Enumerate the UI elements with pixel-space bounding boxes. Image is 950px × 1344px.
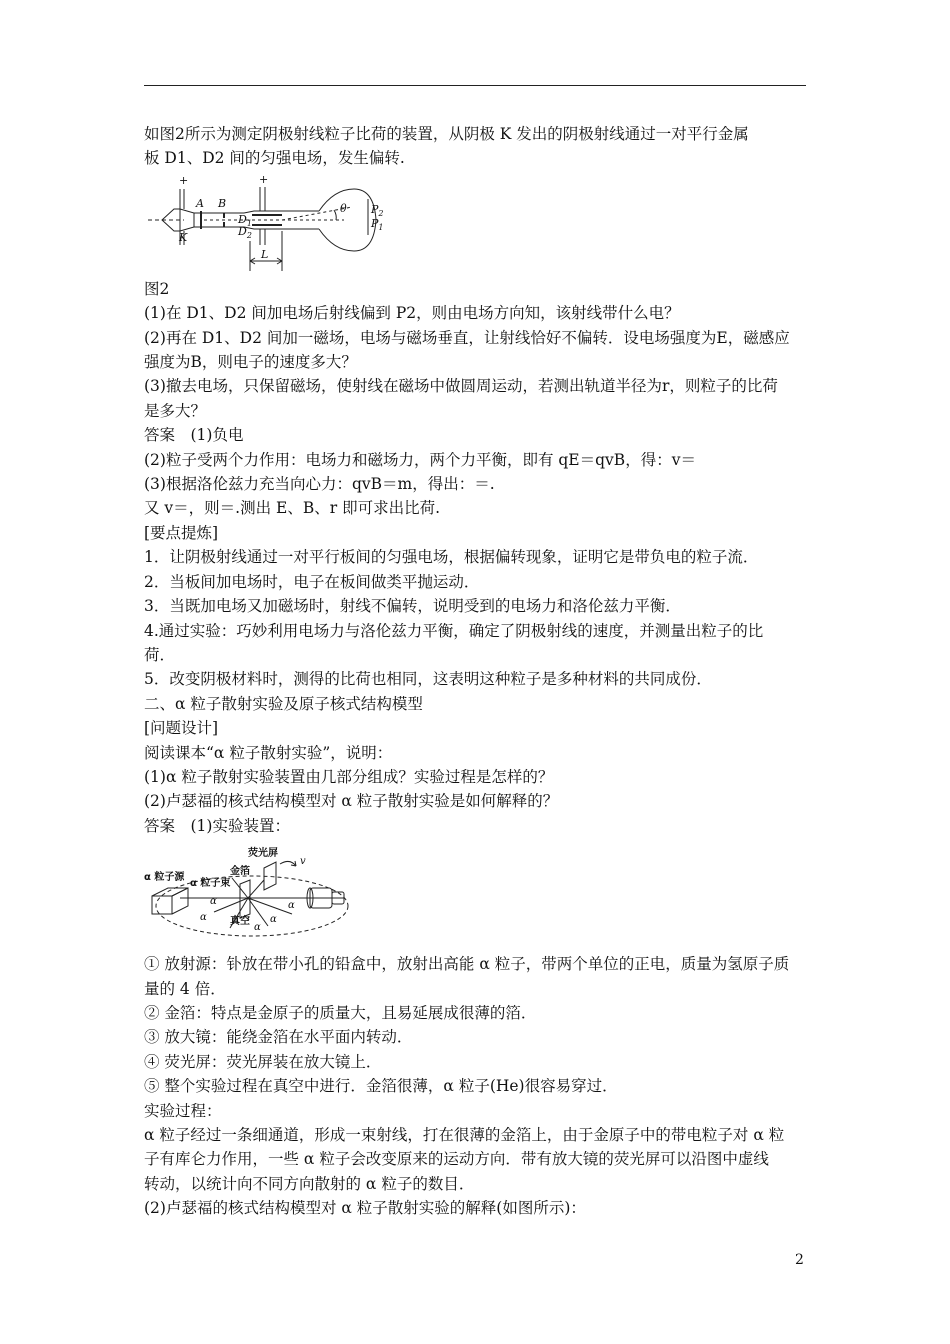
page-content [144,122,806,1221]
text-line: 转动，以统计向不同方向散射的 α 粒子的数目． [144,1174,475,1193]
label-a: A [196,196,204,210]
label-alpha: α [210,896,217,908]
label-l: L [261,247,269,261]
label-k: K [179,230,188,244]
plus-left-label: + [179,174,189,187]
text-line: ② 金箔：特点是金原子的质量大，且易延展成很薄的箔． [144,1003,537,1022]
text-line: 是多大？ [144,401,207,420]
text-line: 量的 4 倍． [144,979,226,998]
section-heading: [要点提炼] [144,523,219,542]
text-line: 1．让阴极射线通过一对平行板间的匀强电场，根据偏转现象，证明它是带负电的粒子流． [144,548,759,567]
text-line: 板 D1、D2 间的匀强电场，发生偏转. [144,149,405,168]
text-line: (2)卢瑟福的核式结构模型对 α 粒子散射实验是如何解释的？ [144,792,559,811]
label-d1: $D_1$ [238,212,252,228]
text-line: α 粒子经过一条细通道，形成一束射线，打在很薄的金箔上，由于金原子中的带电粒子对 α 粒 [144,1126,785,1144]
text-line: (2)粒子受两个力作用：电场力和磁场力，两个力平衡，即有 qE＝qvB，得：v＝ [144,450,696,469]
answer-line: 答案 (1)负电 [144,426,244,445]
label-vacuum: 真空 [230,916,250,928]
label-alpha: α [254,922,261,934]
text-line: ⑤ 整个实验过程在真空中进行．金箔很薄，α 粒子(He)很容易穿过． [144,1077,618,1096]
text-line: 荷． [144,645,176,664]
text-line: (1)在 D1、D2 间加电场后射线偏到 P2，则由电场方向知，该射线带什么电？ [144,304,680,323]
text-line: 实验过程： [144,1101,222,1120]
label-d2: $D_2$ [238,224,252,240]
label-screen: 荧光屏 [248,848,278,860]
label-alpha: α [200,912,207,924]
label-theta: θ [340,201,347,215]
answer-line: 答案 (1)实验装置： [144,816,290,835]
figure-caption: 图2 [144,279,170,298]
label-p1: $P_1$ [371,216,384,232]
plus-right-label: + [259,174,269,186]
text-line: (1)α 粒子散射实验装置由几部分组成？实验过程是怎样的？ [144,767,554,786]
text-line: 如图2所示为测定阴极射线粒子比荷的装置，从阴极 K 发出的阴极射线通过一对平行金属 [144,125,749,143]
text-line: (3)撤去电场，只保留磁场，使射线在磁场中做圆周运动，若测出轨道半径为r，则粒子的比荷 [144,377,778,396]
page-number: 2 [795,1252,804,1268]
section-heading: 二、α 粒子散射实验及原子核式结构模型 [144,694,423,713]
text-line: ③ 放大镜：能绕金箔在水平面内转动． [144,1028,413,1047]
text-line: 又 v＝，则＝.测出 E、B、r 即可求出比荷. [144,499,441,518]
alpha-scattering-figure [144,844,354,946]
section-heading: [问题设计] [144,719,219,738]
label-source: α 粒子源 [144,872,185,884]
label-alpha: α [288,900,295,912]
text-line: 5．改变阴极材料时，测得的比荷也相同，这表明这种粒子是多种材料的共同成份． [144,670,712,689]
label-beam: α 粒子束 [190,878,231,890]
text-line: 3．当既加电场又加磁场时，射线不偏转，说明受到的电场力和洛伦兹力平衡． [144,597,681,616]
text-line: ① 放射源：钋放在带小孔的铅盒中，放射出高能 α 粒子，带两个单位的正电，质量为氢原子质 [144,955,790,974]
label-p2: $P_2$ [371,202,384,218]
text-line: (2)再在 D1、D2 间加一磁场，电场与磁场垂直，让射线恰好不偏转．设电场强度为E，磁感应 [144,328,790,347]
label-velocity: v [300,856,306,868]
text-line: (2)卢瑟福的核式结构模型对 α 粒子散射实验的解释(如图所示)： [144,1199,586,1218]
text-line: 子有库仑力作用，一些 α 粒子会改变原来的运动方向．带有放大镜的荧光屏可以沿图中虚线 [144,1150,769,1169]
label-alpha: α [270,914,277,926]
label-foil: 金箔 [230,866,250,878]
cathode-ray-tube-figure [144,175,384,273]
label-b: B [218,196,227,210]
text-line: 2．当板间加电场时，电子在板间做类平抛运动． [144,572,480,591]
text-line: 强度为B，则电子的速度多大？ [144,353,357,372]
header-rule [144,85,806,86]
text-line: 4.通过实验：巧妙利用电场力与洛伦兹力平衡，确定了阴极射线的速度，并测量出粒子的比 [144,621,764,640]
text-line: (3)根据洛伦兹力充当向心力：qvB＝m，得出：＝. [144,475,495,494]
text-line: 阅读课本“α 粒子散射实验”，说明： [144,743,393,762]
text-line: ④ 荧光屏：荧光屏装在放大镜上． [144,1052,382,1071]
